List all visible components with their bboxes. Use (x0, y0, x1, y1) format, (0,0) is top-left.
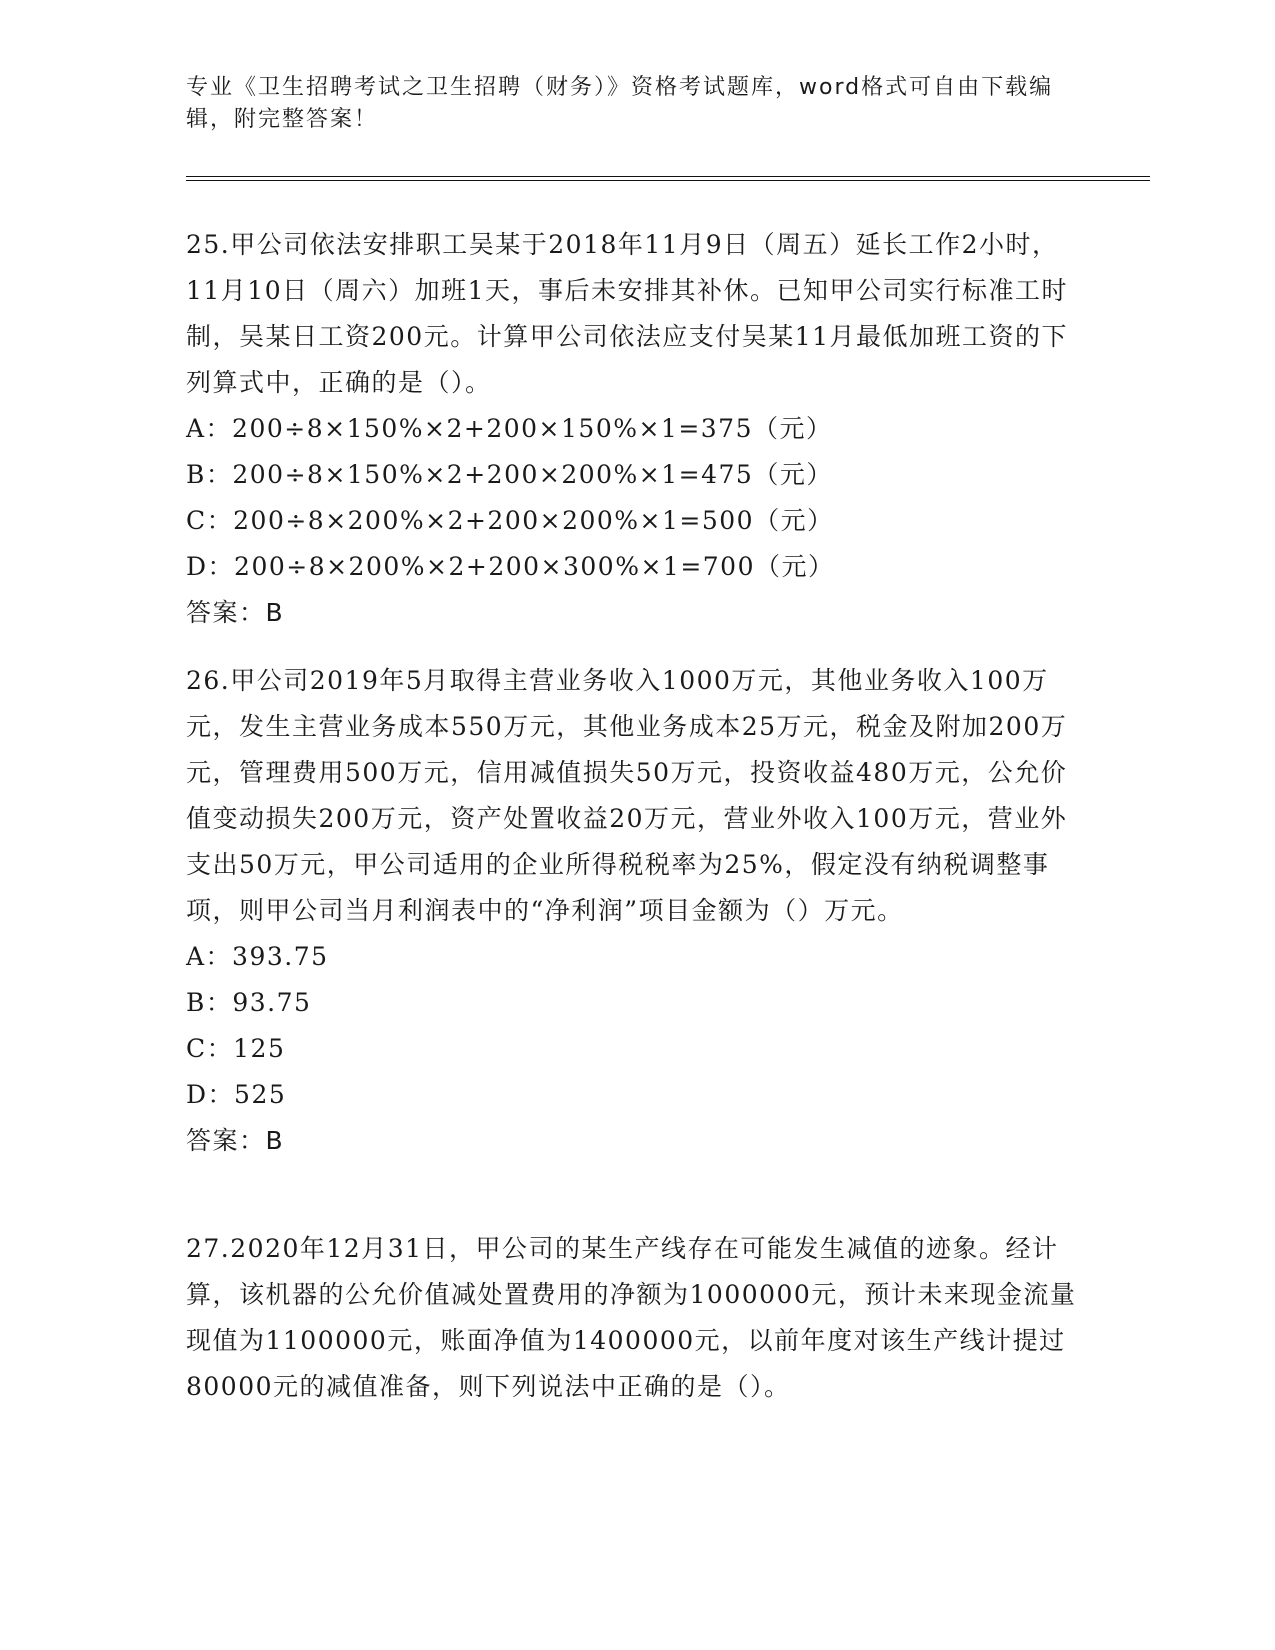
header-divider (186, 176, 1150, 181)
question-25 (186, 222, 1086, 636)
option-c: C：200÷8×200%×2+200×200%×1=500（元） (186, 506, 834, 535)
option-a: A：200÷8×150%×2+200×150%×1=375（元） (186, 414, 833, 443)
question-27 (186, 1226, 1086, 1410)
option-a: A：393.75 (186, 942, 329, 971)
answer-label: 答案：B (186, 1126, 285, 1155)
option-b: B：200÷8×150%×2+200×200%×1=475（元） (186, 460, 833, 489)
question-stem: 25.甲公司依法安排职工吴某于2018年11月9日（周五）延长工作2小时，11月10日（周六）加班1天，事后未安排其补休。已知甲公司实行标准工时制，吴某日工资200元。计算甲公司依法应支付吴某11月最低加班工资的下列算式中，正确的是（）。 (186, 230, 1069, 397)
question-26 (186, 658, 1086, 1164)
option-b: B：93.75 (186, 988, 312, 1017)
option-c: C：125 (186, 1034, 286, 1063)
question-stem: 27.2020年12月31日，甲公司的某生产线存在可能发生减值的迹象。经计算，该机器的公允价值减处置费用的净额为1000000元，预计未来现金流量现值为1100000元，账面净值为1400000元，以前年度对该生产线计提过80000元的减值准备，则下列说法中正确的是（）。 (186, 1234, 1077, 1401)
question-stem: 26.甲公司2019年5月取得主营业务收入1000万元，其他业务收入100万元，发生主营业务成本550万元，其他业务成本25万元，税金及附加200万元，管理费用500万元，信用减值损失50万元，投资收益480万元，公允价值变动损失200万元，资产处置收益20万元，营业外收入100万元，营业外支出50万元，甲公司适用的企业所得税税率为25%，假定没有纳税调整事项，则甲公司当月利润表中的“净利润”项目金额为（）万元。 (186, 666, 1068, 925)
option-d: D：525 (186, 1080, 287, 1109)
answer-label: 答案：B (186, 598, 285, 627)
option-d: D：200÷8×200%×2+200×300%×1=700（元） (186, 552, 835, 581)
document-header: 专业《卫生招聘考试之卫生招聘（财务）》资格考试题库，word格式可自由下载编辑，附完整答案！ (186, 75, 1054, 132)
